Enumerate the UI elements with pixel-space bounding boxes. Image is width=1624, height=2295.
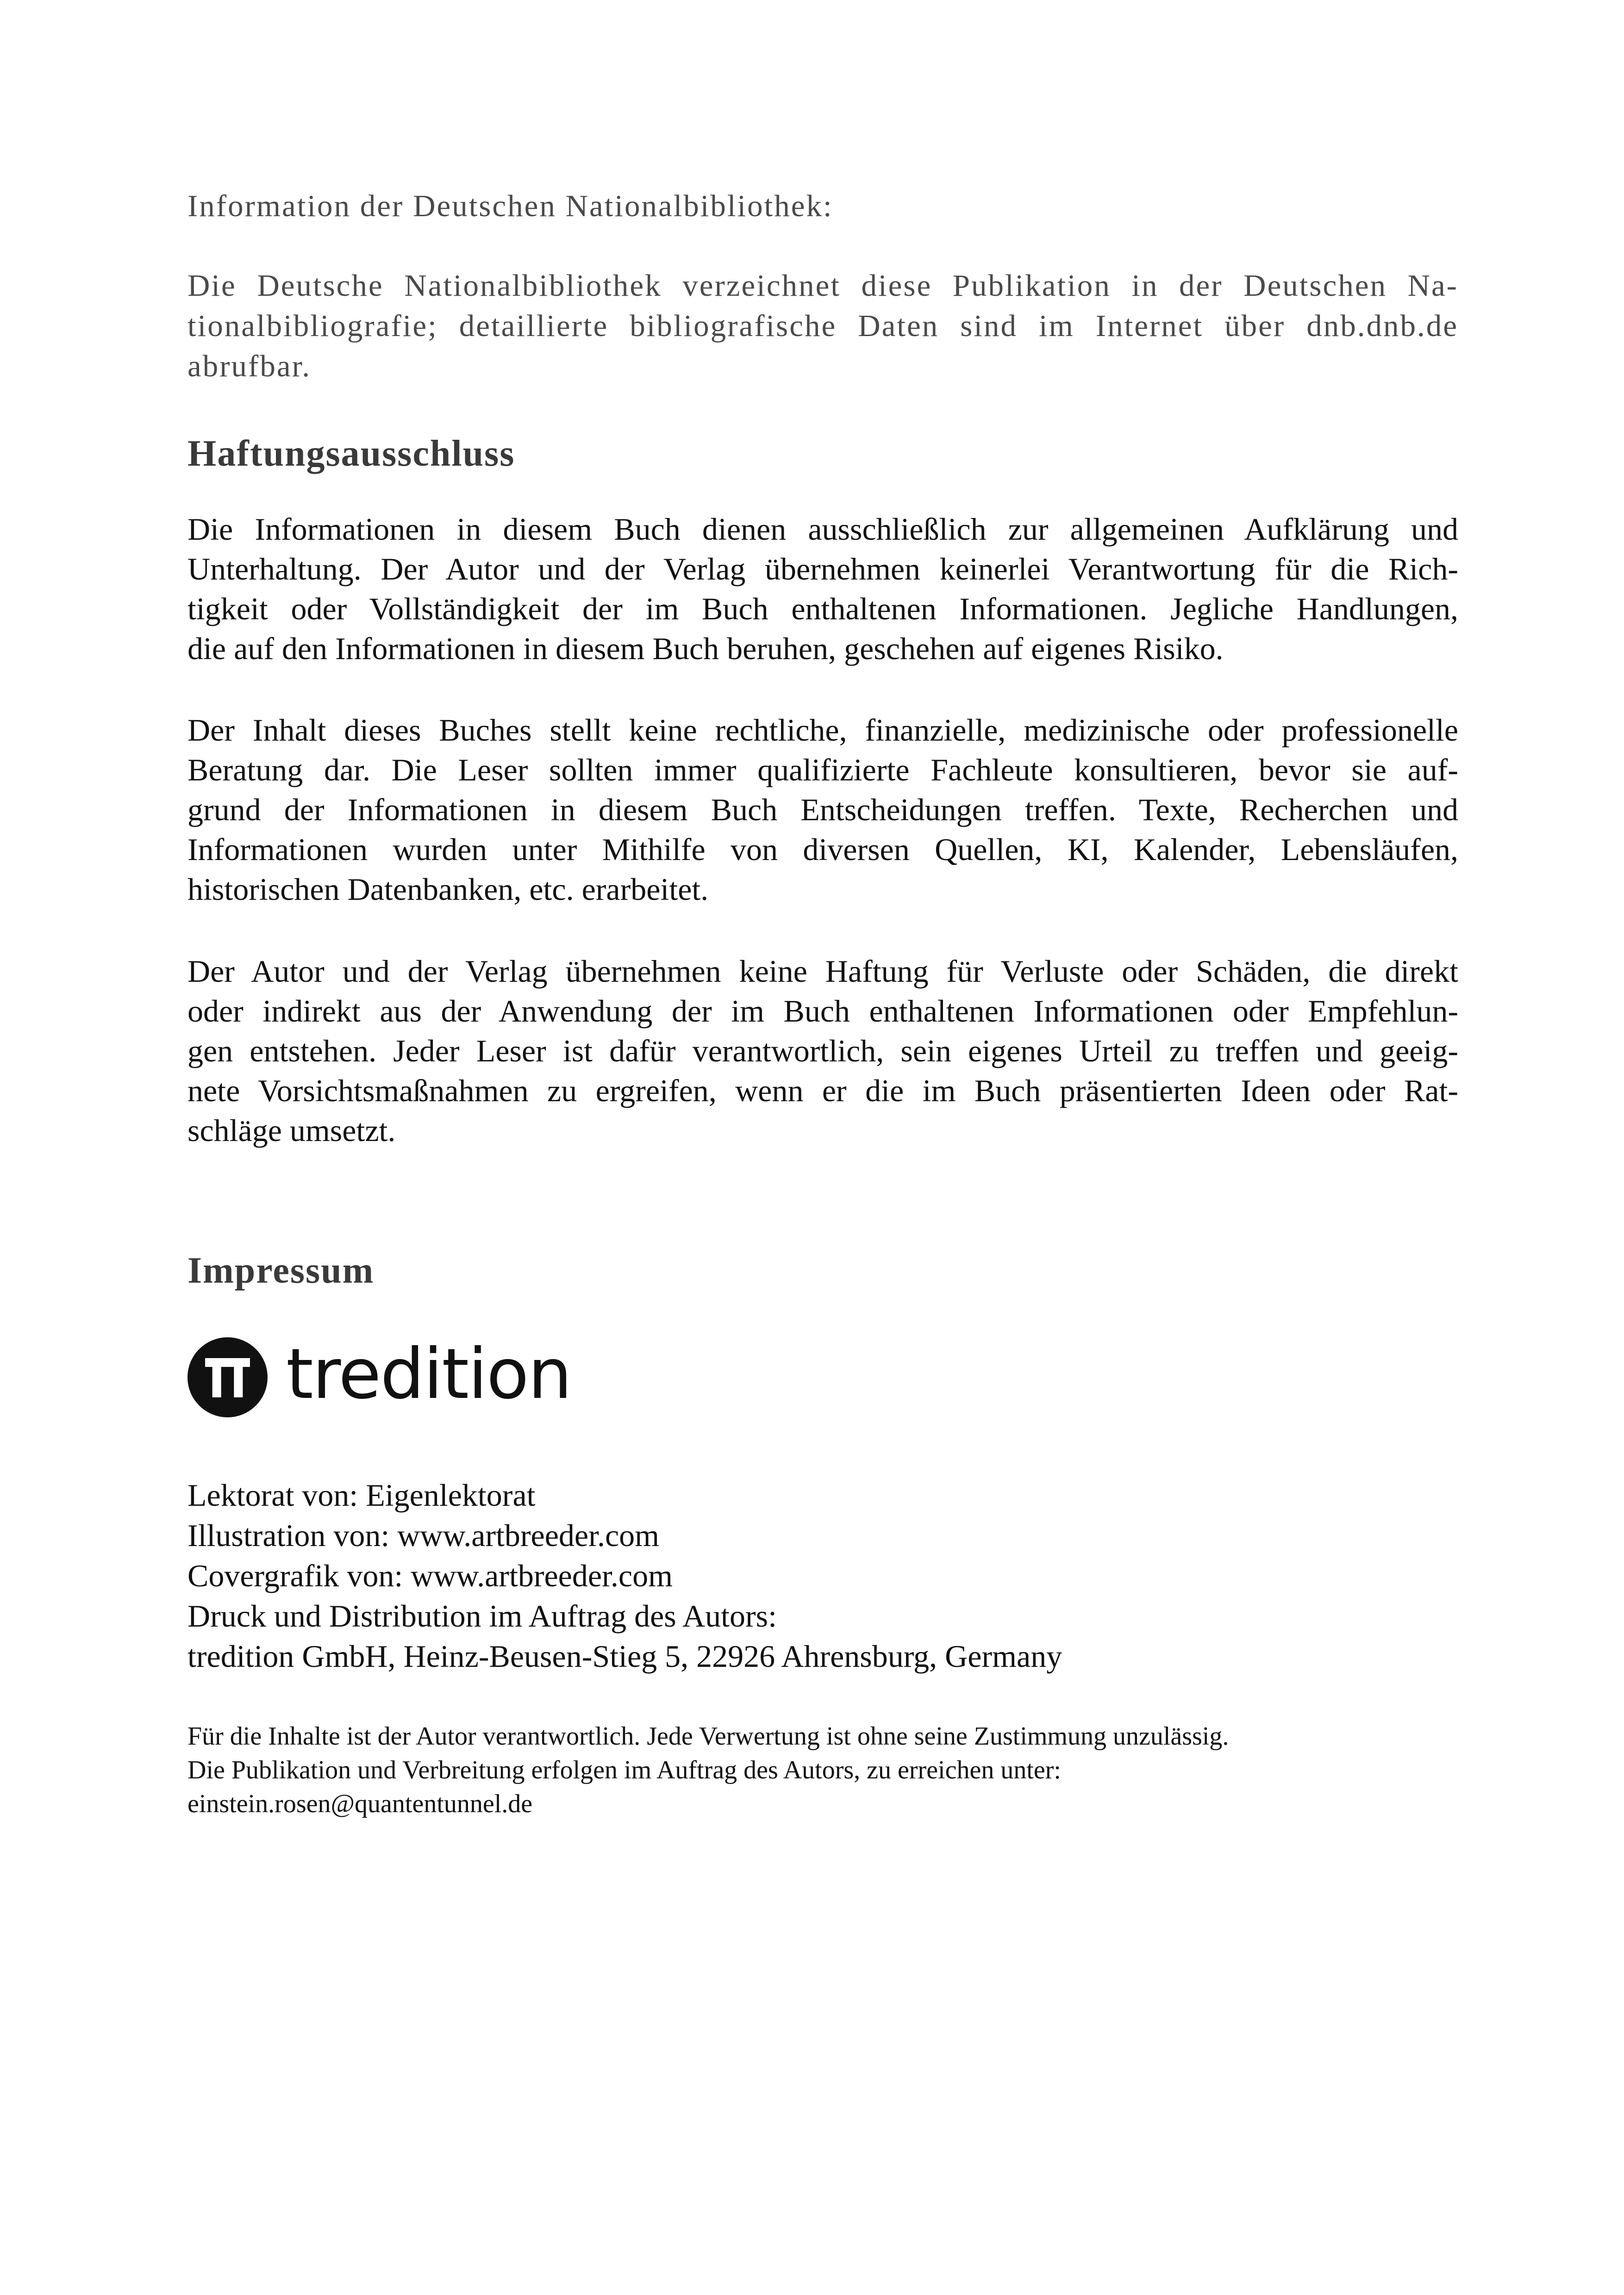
text-line: nete Vorsichtsmaßnahmen zu ergreifen, wenn er die im Buch präsentierten Ideen oder Rat-	[187, 1073, 1458, 1108]
text-line: Beratung dar. Die Leser sollten immer qualifizierte Fachleute konsultieren, bevor sie auf-	[187, 752, 1458, 787]
text-line: abrufbar.	[187, 349, 311, 383]
tredition-logo-icon	[187, 1337, 268, 1417]
responsibility-note	[187, 1720, 1458, 1821]
text-line: tredition GmbH, Heinz-Beusen-Stieg 5, 22926 Ahrensburg, Germany	[187, 1639, 1062, 1674]
text-line: Der Autor und der Verlag übernehmen keine Haftung für Verluste oder Schäden, die direkt	[187, 954, 1458, 989]
text-line: Unterhaltung. Der Autor und der Verlag übernehmen keinerlei Verantwortung für die Rich-	[187, 551, 1458, 586]
text-line: oder indirekt aus der Anwendung der im Buch enthaltenen Informationen oder Empfehlun-	[187, 993, 1458, 1029]
text-line: Die Informationen in diesem Buch dienen ausschließlich zur allgemeinen Aufklärung und	[187, 511, 1458, 547]
text-line: Die Deutsche Nationalbibliothek verzeichnet diese Publikation in der Deutschen Na-	[187, 268, 1458, 303]
text-line: Illustration von: www.artbreeder.com	[187, 1518, 660, 1553]
dnb-title	[187, 186, 1458, 226]
tredition-logo-wordmark: tredition	[286, 1334, 571, 1415]
text-line: grund der Informationen in diesem Buch Entscheidungen treffen. Texte, Recherchen und	[187, 792, 1458, 827]
text-line: Informationen wurden unter Mithilfe von diversen Quellen, KI, Kalender, Lebensläufen,	[187, 832, 1458, 867]
author-email: einstein.rosen@quantentunnel.de	[187, 1790, 533, 1818]
disclaimer-paragraph-3	[187, 951, 1458, 1150]
text-line: Covergrafik von: www.artbreeder.com	[187, 1558, 673, 1593]
text-line: Lektorat von: Eigenlektorat	[187, 1478, 536, 1513]
dnb-title-line: Information der Deutschen Nationalbibliothek:	[187, 189, 833, 223]
text-line: schläge umsetzt.	[187, 1113, 396, 1148]
text-line: historischen Datenbanken, etc. erarbeitet.	[187, 872, 709, 907]
impressum-heading: Impressum	[187, 1250, 375, 1291]
impressum-details	[187, 1475, 1458, 1677]
dnb-paragraph	[187, 266, 1458, 387]
text-line: Der Inhalt dieses Buches stellt keine rechtliche, finanzielle, medizinische oder professionelle	[187, 712, 1458, 748]
disclaimer-paragraph-2	[187, 710, 1458, 909]
disclaimer-paragraph-1	[187, 509, 1458, 668]
text-line: die auf den Informationen in diesem Buch beruhen, geschehen auf eigenes Risiko.	[187, 631, 1224, 666]
text-line: Druck und Distribution im Auftrag des Autors:	[187, 1598, 777, 1634]
text-line: Für die Inhalte ist der Autor verantwortlich. Jede Verwertung ist ohne seine Zustimmung unzulässig.	[187, 1722, 1229, 1751]
text-line: tionalbibliografie; detaillierte bibliografische Daten sind im Internet über dnb.dnb.de	[187, 309, 1458, 343]
text-line: tigkeit oder Vollständigkeit der im Buch enthaltenen Informationen. Jegliche Handlungen,	[187, 591, 1458, 626]
disclaimer-heading: Haftungsausschluss	[187, 433, 515, 474]
text-line: Die Publikation und Verbreitung erfolgen im Auftrag des Autors, zu erreichen unter:	[187, 1756, 1061, 1784]
text-line: gen entstehen. Jeder Leser ist dafür verantwortlich, sein eigenes Urteil zu treffen und geeig-	[187, 1033, 1458, 1068]
tredition-logo	[187, 1335, 571, 1419]
